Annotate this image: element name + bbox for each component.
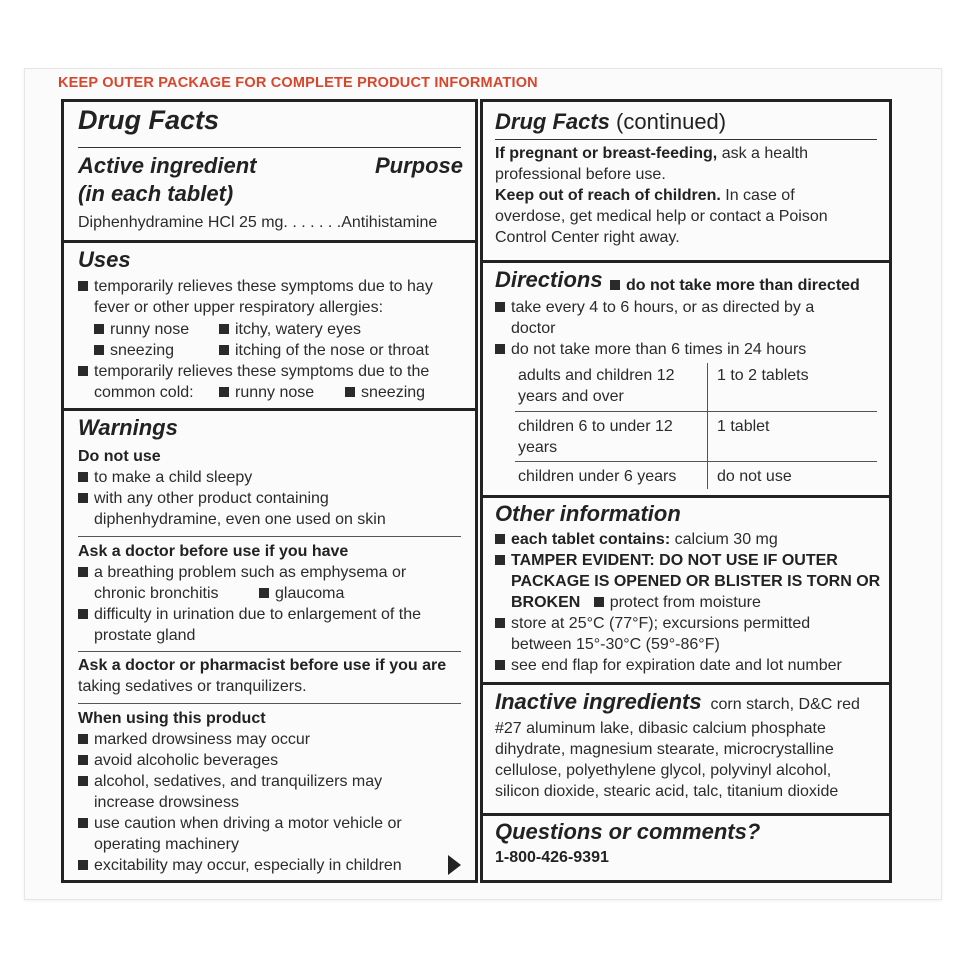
divider: [78, 703, 461, 704]
other-info-item: between 15°-30°C (59°-86°F): [511, 636, 720, 653]
warning-item: alcohol, sedatives, and tranquilizers may: [78, 771, 382, 792]
directions-item: doctor: [511, 320, 556, 337]
other-info-item: BROKEN protect from moisture: [511, 594, 761, 611]
drug-facts-continued-title: Drug Facts (continued): [495, 109, 727, 134]
dosage-who: adults and children 12: [518, 367, 675, 384]
drug-facts-title: Drug Facts: [78, 105, 220, 135]
bullet-icon: [495, 344, 505, 354]
keep-out-warning-cont: overdose, get medical help or contact a Poison: [495, 208, 828, 225]
uses-symptom: sneezing: [345, 382, 425, 403]
directions-heading: Directions: [495, 267, 603, 292]
title-rule: [78, 147, 461, 148]
uses-line: common cold:: [94, 384, 194, 401]
purpose-heading: Purpose: [374, 153, 463, 178]
inactive-ingredients-section: [483, 682, 889, 813]
bullet-icon: [78, 755, 88, 765]
package-banner: KEEP OUTER PACKAGE FOR COMPLETE PRODUCT INFORMATION: [58, 75, 538, 91]
bullet-icon: [78, 472, 88, 482]
bullet-icon: [345, 387, 355, 397]
directions-item: do not take more than 6 times in 24 hours: [495, 339, 806, 360]
table-column-rule: [707, 363, 708, 489]
directions-section: [483, 260, 889, 495]
active-ingredient-heading: Active ingredient: [78, 153, 257, 178]
bullet-icon: [219, 345, 229, 355]
questions-phone: 1-800-426-9391: [495, 849, 609, 866]
ask-doctor-heading: Ask a doctor before use if you have: [78, 543, 349, 560]
dosage-amount: 1 to 2 tablets: [717, 367, 809, 384]
uses-line: temporarily relieves these symptoms due to hay: [78, 276, 433, 297]
when-using-heading: When using this product: [78, 710, 266, 727]
warning-item: a breathing problem such as emphysema or: [78, 562, 406, 583]
warning-item: diphenhydramine, even one used on skin: [94, 511, 386, 528]
drug-facts-left-panel: [61, 99, 478, 883]
uses-line: temporarily relieves these symptoms due to the: [78, 361, 429, 382]
drug-facts-right-panel: [480, 99, 892, 883]
warning-item: difficulty in urination due to enlargement of the: [78, 604, 421, 625]
table-rule: [515, 411, 877, 412]
bullet-icon: [78, 776, 88, 786]
other-info-heading: Other information: [495, 501, 681, 526]
uses-symptom: sneezing: [94, 340, 174, 361]
bullet-icon: [495, 660, 505, 670]
warning-item: avoid alcoholic beverages: [78, 750, 278, 771]
warning-item: prostate gland: [94, 627, 196, 644]
bullet-icon: [78, 860, 88, 870]
bullet-icon: [495, 555, 505, 565]
bullet-icon: [259, 588, 269, 598]
table-rule: [515, 461, 877, 462]
divider: [78, 536, 461, 537]
dosage-who: children 6 to under 12: [518, 418, 673, 435]
bullet-icon: [219, 387, 229, 397]
do-not-use-heading: Do not use: [78, 448, 161, 465]
continued-arrow-icon: [448, 855, 461, 875]
questions-section: [483, 813, 889, 880]
bullet-icon: [78, 567, 88, 577]
other-info-item: see end flap for expiration date and lot number: [495, 655, 842, 676]
dosage-who: years: [518, 439, 558, 456]
warning-item: use caution when driving a motor vehicle or: [78, 813, 402, 834]
active-ingredient-subheading: (in each tablet): [78, 181, 234, 206]
bullet-icon: [219, 324, 229, 334]
inactive-heading: Inactive ingredients: [495, 689, 702, 714]
title-rule: [495, 139, 877, 140]
dosage-who: children under 6 years: [518, 468, 677, 485]
warnings-section: [64, 408, 475, 880]
bullet-icon: [495, 618, 505, 628]
warning-item: taking sedatives or tranquilizers.: [78, 678, 307, 695]
uses-section: [64, 240, 475, 408]
uses-heading: Uses: [78, 247, 131, 272]
bullet-icon: [495, 534, 505, 544]
bullet-icon: [94, 345, 104, 355]
uses-symptom: itching of the nose or throat: [219, 340, 429, 361]
warning-item: glaucoma: [259, 583, 344, 604]
warning-item: increase drowsiness: [94, 794, 239, 811]
ingredient-line: Diphenhydramine HCl 25 mg. . . . . . .Antihistamine: [78, 214, 438, 231]
uses-line: fever or other upper respiratory allergies:: [94, 299, 384, 316]
other-info-item: TAMPER EVIDENT: DO NOT USE IF OUTER: [495, 550, 838, 571]
bullet-icon: [495, 302, 505, 312]
dosage-amount: do not use: [717, 468, 792, 485]
bullet-icon: [78, 366, 88, 376]
warning-item: marked drowsiness may occur: [78, 729, 310, 750]
bullet-icon: [78, 493, 88, 503]
directions-item: take every 4 to 6 hours, or as directed by a: [495, 297, 814, 318]
inactive-line: cellulose, polyethylene glycol, polyvinyl alcohol,: [495, 762, 832, 779]
divider: [78, 651, 461, 652]
ask-pharmacist-heading: Ask a doctor or pharmacist before use if you are: [78, 657, 447, 674]
bullet-icon: [610, 280, 620, 290]
bullet-icon: [78, 609, 88, 619]
bullet-icon: [78, 734, 88, 744]
warning-item: with any other product containing: [78, 488, 329, 509]
bullet-icon: [78, 818, 88, 828]
pregnant-warning-cont: professional before use.: [495, 166, 666, 183]
uses-symptom: runny nose: [219, 382, 314, 403]
keep-out-warning-cont: Control Center right away.: [495, 229, 680, 246]
warning-item: operating machinery: [94, 836, 239, 853]
keep-out-warning: Keep out of reach of children. In case of: [495, 187, 795, 204]
inactive-line: Inactive ingredients corn starch, D&C red: [495, 689, 860, 714]
questions-heading: Questions or comments?: [495, 819, 761, 844]
dosage-who: years and over: [518, 388, 624, 405]
bullet-icon: [594, 597, 604, 607]
inactive-line: silicon dioxide, stearic acid, talc, titanium dioxide: [495, 783, 839, 800]
warning-item: excitability may occur, especially in children: [78, 855, 402, 876]
other-info-item: each tablet contains: calcium 30 mg: [495, 529, 778, 550]
other-info-section: [483, 495, 889, 682]
warning-item: chronic bronchitis: [94, 585, 219, 602]
pregnant-warning: If pregnant or breast-feeding, ask a health: [495, 145, 808, 162]
dosage-amount: 1 tablet: [717, 418, 770, 435]
bullet-icon: [94, 324, 104, 334]
warnings-heading: Warnings: [78, 415, 178, 440]
other-info-item: store at 25°C (77°F); excursions permitted: [495, 613, 810, 634]
other-info-item: PACKAGE IS OPENED OR BLISTER IS TORN OR: [511, 573, 881, 590]
uses-symptom: runny nose: [94, 319, 189, 340]
uses-symptom: itchy, watery eyes: [219, 319, 361, 340]
warning-item: to make a child sleepy: [78, 467, 252, 488]
inactive-line: #27 aluminum lake, dibasic calcium phosphate: [495, 720, 826, 737]
bullet-icon: [78, 281, 88, 291]
directions-note: do not take more than directed: [610, 275, 860, 296]
inactive-line: dihydrate, magnesium stearate, microcrystalline: [495, 741, 834, 758]
